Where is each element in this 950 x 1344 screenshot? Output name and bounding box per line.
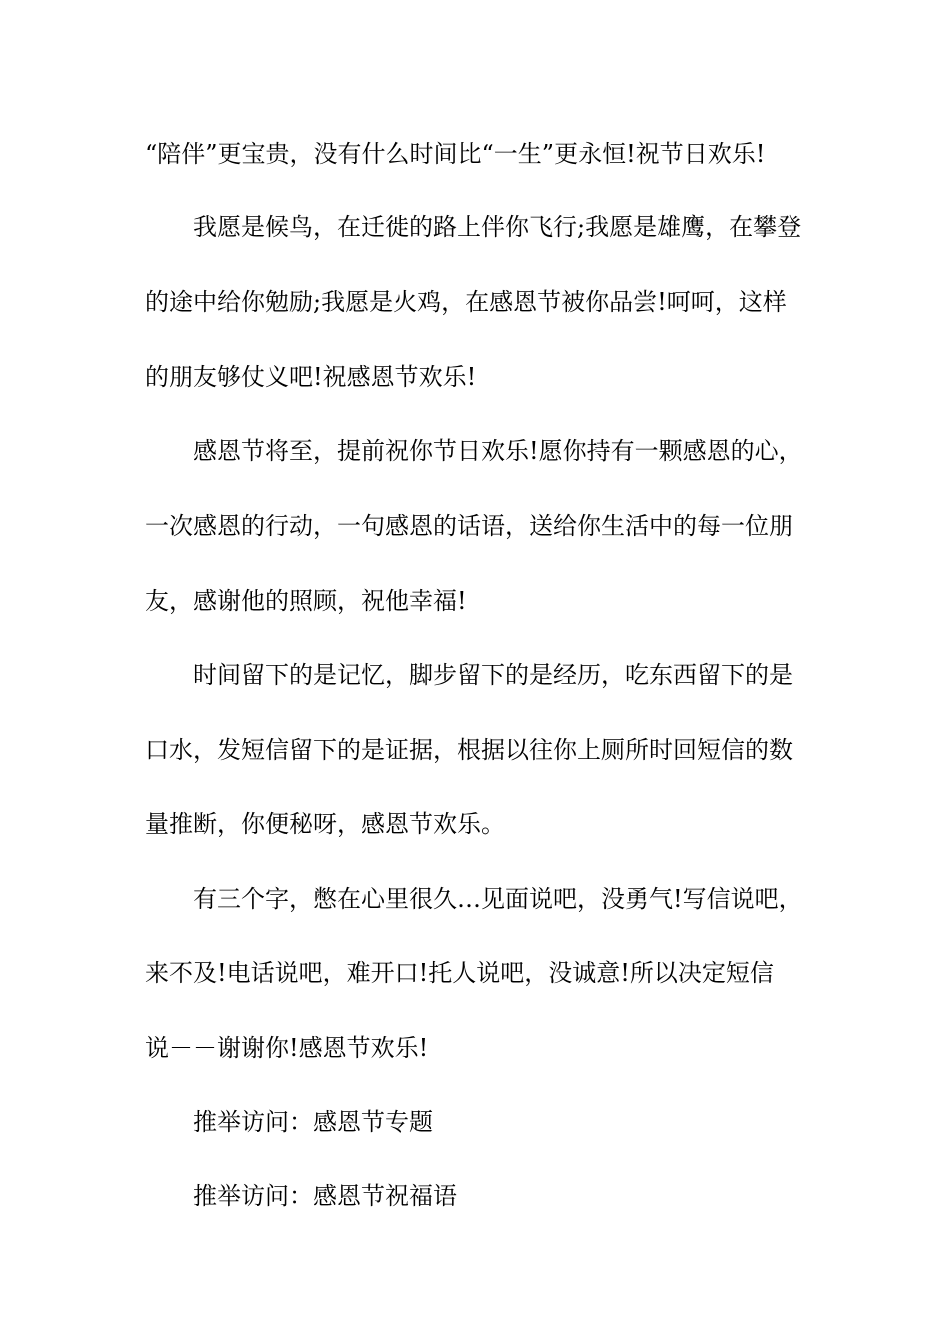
recommended-link-line: 推举访问：感恩节祝福语 bbox=[193, 1182, 457, 1210]
paragraph-start-line: 感恩节将至，提前祝你节日欢乐!愿你持有一颗感恩的心， bbox=[193, 437, 803, 465]
paragraph-start-line: 有三个字，憋在心里很久…见面说吧，没勇气!写信说吧， bbox=[193, 885, 803, 913]
paragraph-start-line: 时间留下的是记忆，脚步留下的是经历，吃东西留下的是 bbox=[193, 661, 793, 689]
paragraph-start-line: 我愿是候鸟，在迁徙的路上伴你飞行;我愿是雄鹰，在攀登 bbox=[193, 213, 802, 241]
text-line: “陪伴”更宝贵，没有什么时间比“一生”更永恒!祝节日欢乐! bbox=[145, 140, 766, 168]
text-line: 口水，发短信留下的是证据，根据以往你上厕所时回短信的数 bbox=[145, 736, 793, 764]
text-line: 量推断，你便秘呀，感恩节欢乐。 bbox=[145, 810, 505, 838]
text-line: 友，感谢他的照顾，祝他幸福! bbox=[145, 587, 467, 615]
text-line: 的朋友够仗义吧!祝感恩节欢乐! bbox=[145, 363, 477, 391]
text-line: 一次感恩的行动，一句感恩的话语，送给你生活中的每一位朋 bbox=[145, 512, 793, 540]
text-line: 来不及!电话说吧，难开口!托人说吧，没诚意!所以决定短信 bbox=[145, 959, 774, 987]
recommended-link-line: 推举访问：感恩节专题 bbox=[193, 1108, 433, 1136]
text-line: 说－－谢谢你!感恩节欢乐! bbox=[145, 1034, 429, 1062]
text-line: 的途中给你勉励;我愿是火鸡，在感恩节被你品尝!呵呵，这样 bbox=[145, 288, 787, 316]
